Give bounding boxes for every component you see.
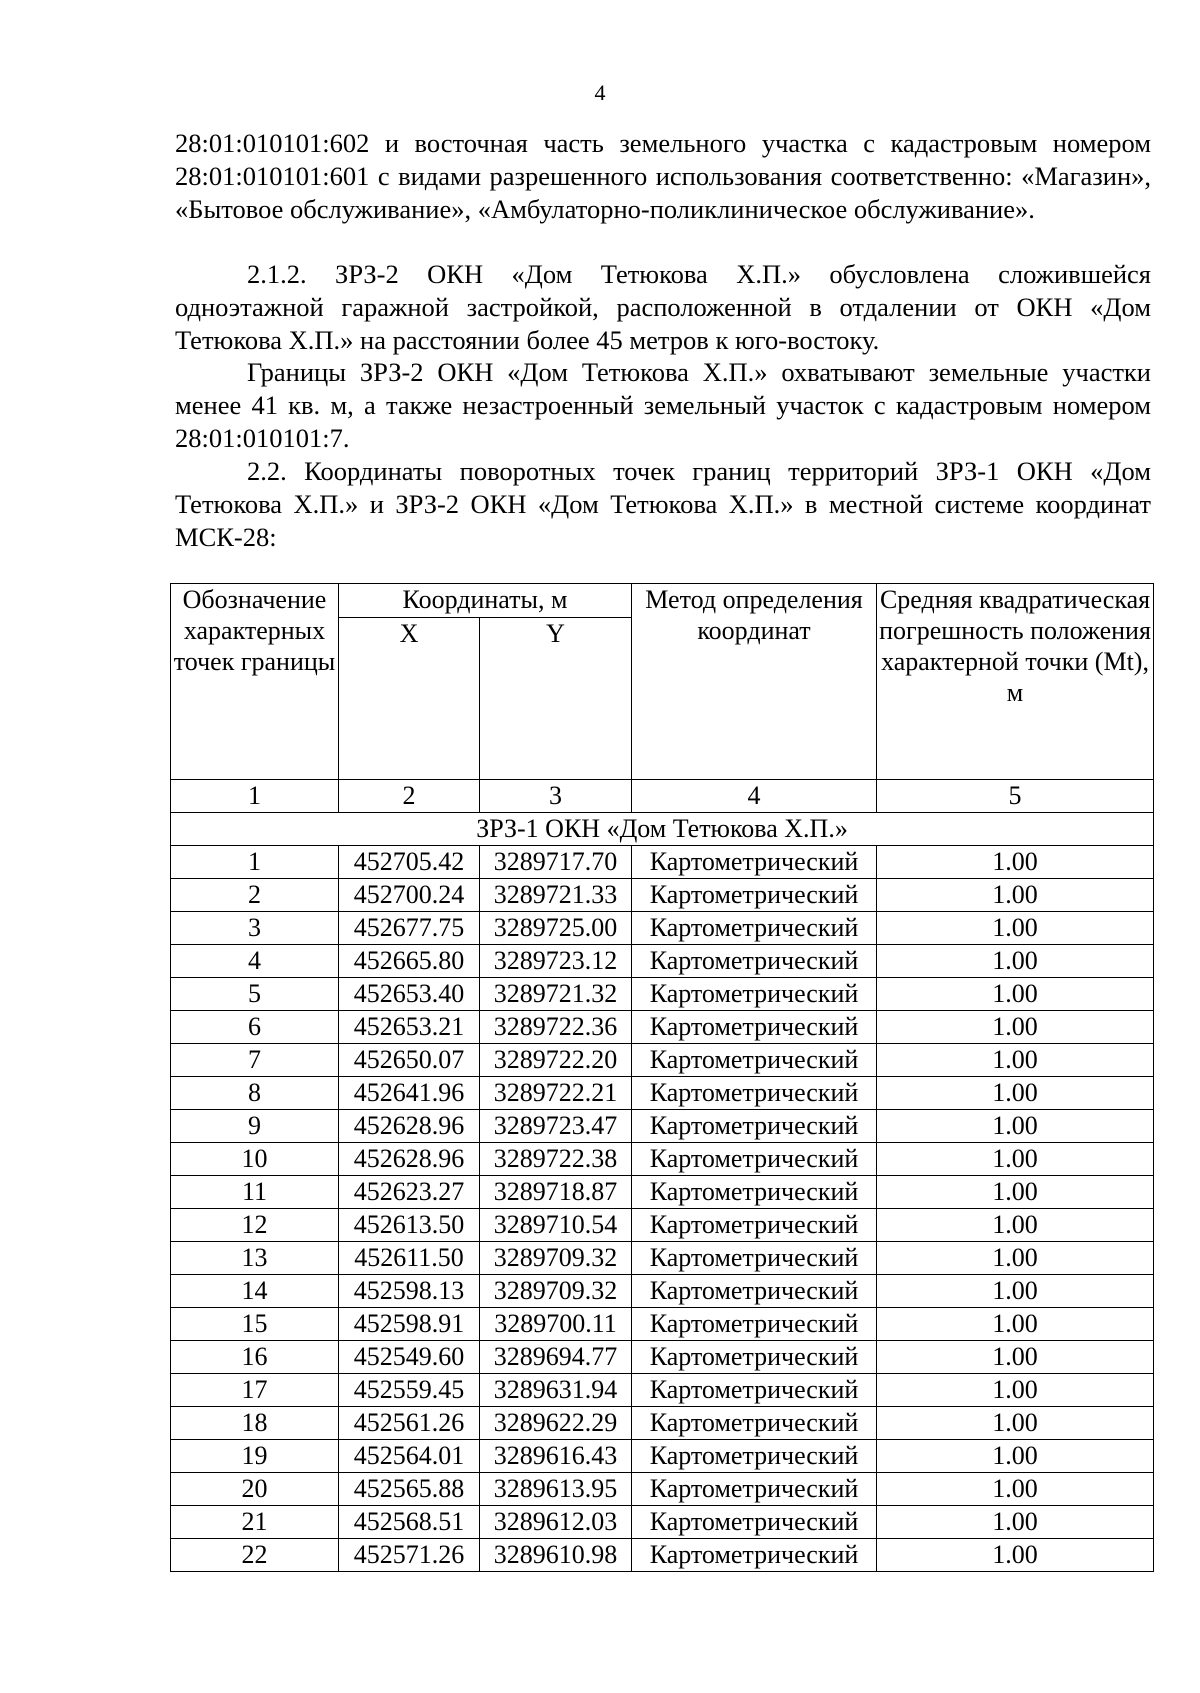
coord-x: 452571.26 (339, 1539, 480, 1572)
coord-y: 3289709.32 (480, 1275, 632, 1308)
coord-y: 3289710.54 (480, 1209, 632, 1242)
coord-x: 452565.88 (339, 1473, 480, 1506)
coordinates-table (170, 583, 1154, 1572)
coord-x: 452677.75 (339, 912, 480, 945)
method-cell: Картометрический (632, 1440, 877, 1473)
coord-x: 452628.96 (339, 1110, 480, 1143)
method-cell: Картометрический (632, 1176, 877, 1209)
table-row (171, 879, 1154, 912)
coord-x: 452561.26 (339, 1407, 480, 1440)
error-cell: 1.00 (877, 1209, 1154, 1242)
method-cell: Картометрический (632, 1275, 877, 1308)
error-cell: 1.00 (877, 1539, 1154, 1572)
point-number: 17 (171, 1374, 339, 1407)
coord-y: 3289612.03 (480, 1506, 632, 1539)
coord-x: 452700.24 (339, 879, 480, 912)
coord-x: 452598.13 (339, 1275, 480, 1308)
table-row (171, 1110, 1154, 1143)
error-cell: 1.00 (877, 1341, 1154, 1374)
table-row (171, 1209, 1154, 1242)
method-cell: Картометрический (632, 1374, 877, 1407)
table-row (171, 1341, 1154, 1374)
point-number: 19 (171, 1440, 339, 1473)
method-cell: Картометрический (632, 1407, 877, 1440)
method-cell: Картометрический (632, 1341, 877, 1374)
table-row (171, 1407, 1154, 1440)
coord-y: 3289613.95 (480, 1473, 632, 1506)
method-cell: Картометрический (632, 1209, 877, 1242)
coord-y: 3289694.77 (480, 1341, 632, 1374)
point-number: 3 (171, 912, 339, 945)
method-cell: Картометрический (632, 978, 877, 1011)
coord-x: 452568.51 (339, 1506, 480, 1539)
point-number: 9 (171, 1110, 339, 1143)
coord-y: 3289616.43 (480, 1440, 632, 1473)
coord-x: 452549.60 (339, 1341, 480, 1374)
section-title: ЗРЗ-1 ОКН «Дом Тетюкова Х.П.» (171, 813, 1154, 846)
column-number: 3 (480, 780, 632, 813)
coord-y: 3289722.36 (480, 1011, 632, 1044)
error-cell: 1.00 (877, 1011, 1154, 1044)
error-cell: 1.00 (877, 879, 1154, 912)
method-cell: Картометрический (632, 1044, 877, 1077)
point-number: 14 (171, 1275, 339, 1308)
error-cell: 1.00 (877, 1440, 1154, 1473)
point-number: 4 (171, 945, 339, 978)
coord-y: 3289718.87 (480, 1176, 632, 1209)
table-row (171, 1440, 1154, 1473)
table-row (171, 1077, 1154, 1110)
coord-x: 452613.50 (339, 1209, 480, 1242)
point-number: 10 (171, 1143, 339, 1176)
point-number: 7 (171, 1044, 339, 1077)
column-number: 2 (339, 780, 480, 813)
page-number: 4 (594, 80, 606, 105)
error-cell: 1.00 (877, 1044, 1154, 1077)
error-cell: 1.00 (877, 1275, 1154, 1308)
table-row (171, 1308, 1154, 1341)
point-number: 12 (171, 1209, 339, 1242)
coord-y: 3289717.70 (480, 846, 632, 879)
method-cell: Картометрический (632, 1011, 877, 1044)
table-row (171, 1473, 1154, 1506)
coord-x: 452559.45 (339, 1374, 480, 1407)
coord-x: 452705.42 (339, 846, 480, 879)
paragraph-text: 28:01:010101:602 и восточная часть земельного участка с кадастровым номером 28:01:010101:601 с видами разрешенного использования соответственно: «Магазин», «Бытовое обслуживание», «Амбулаторно-поликлиническое обслуживание». (175, 128, 1151, 224)
point-number: 15 (171, 1308, 339, 1341)
error-cell: 1.00 (877, 1110, 1154, 1143)
method-cell: Картометрический (632, 912, 877, 945)
paragraph-2-1-2 (175, 258, 1151, 357)
table-row (171, 846, 1154, 879)
point-number: 8 (171, 1077, 339, 1110)
paragraph-text: 2.1.2. ЗРЗ-2 ОКН «Дом Тетюкова Х.П.» обусловлена сложившейся одноэтажной гаражной застройкой, расположенной в отдалении от ОКН «Дом Тетюкова Х.П.» на расстоянии более 45 метров к юго-востоку. (175, 259, 1151, 355)
table-row (171, 1242, 1154, 1275)
header-method: Метод определения координат (632, 584, 877, 780)
coord-x: 452611.50 (339, 1242, 480, 1275)
header-coordinates: Координаты, м (339, 584, 632, 618)
table-row (171, 945, 1154, 978)
coord-y: 3289722.38 (480, 1143, 632, 1176)
coord-x: 452628.96 (339, 1143, 480, 1176)
method-cell: Картометрический (632, 1539, 877, 1572)
coord-y: 3289723.47 (480, 1110, 632, 1143)
coord-y: 3289709.32 (480, 1242, 632, 1275)
point-number: 6 (171, 1011, 339, 1044)
point-number: 22 (171, 1539, 339, 1572)
header-designation: Обозначение характерных точек границы (171, 584, 339, 780)
point-number: 16 (171, 1341, 339, 1374)
point-number: 21 (171, 1506, 339, 1539)
coord-x: 452653.40 (339, 978, 480, 1011)
header-y: Y (480, 618, 632, 780)
method-cell: Картометрический (632, 846, 877, 879)
table-row (171, 1506, 1154, 1539)
table-row (171, 1011, 1154, 1044)
error-cell: 1.00 (877, 978, 1154, 1011)
paragraph-zrz2-boundaries (175, 356, 1151, 455)
point-number: 20 (171, 1473, 339, 1506)
table-row (171, 1176, 1154, 1209)
paragraph-continuation (175, 127, 1151, 226)
error-cell: 1.00 (877, 1374, 1154, 1407)
point-number: 2 (171, 879, 339, 912)
table-row (171, 912, 1154, 945)
table-row (171, 1143, 1154, 1176)
coord-y: 3289721.32 (480, 978, 632, 1011)
coord-x: 452641.96 (339, 1077, 480, 1110)
error-cell: 1.00 (877, 1242, 1154, 1275)
paragraph-text: 2.2. Координаты поворотных точек границ территорий ЗРЗ-1 ОКН «Дом Тетюкова Х.П.» и ЗРЗ-2 ОКН «Дом Тетюкова Х.П.» в местной системе координат МСК-28: (175, 456, 1151, 552)
method-cell: Картометрический (632, 1308, 877, 1341)
paragraph-text: Границы ЗРЗ-2 ОКН «Дом Тетюкова Х.П.» охватывают земельные участки менее 41 кв. м, а также незастроенный земельный участок с кадастровым номером 28:01:010101:7. (175, 357, 1151, 453)
coord-x: 452623.27 (339, 1176, 480, 1209)
coord-x: 452653.21 (339, 1011, 480, 1044)
error-cell: 1.00 (877, 1407, 1154, 1440)
point-number: 5 (171, 978, 339, 1011)
header-x: X (339, 618, 480, 780)
point-number: 18 (171, 1407, 339, 1440)
method-cell: Картометрический (632, 1143, 877, 1176)
coord-y: 3289722.21 (480, 1077, 632, 1110)
error-cell: 1.00 (877, 945, 1154, 978)
coord-y: 3289610.98 (480, 1539, 632, 1572)
error-cell: 1.00 (877, 1308, 1154, 1341)
point-number: 1 (171, 846, 339, 879)
method-cell: Картометрический (632, 1110, 877, 1143)
method-cell: Картометрический (632, 879, 877, 912)
coord-y: 3289725.00 (480, 912, 632, 945)
column-number: 5 (877, 780, 1154, 813)
paragraph-2-2 (175, 455, 1151, 554)
error-cell: 1.00 (877, 846, 1154, 879)
point-number: 13 (171, 1242, 339, 1275)
column-number-row (171, 780, 1154, 813)
method-cell: Картометрический (632, 945, 877, 978)
column-number: 4 (632, 780, 877, 813)
coord-y: 3289631.94 (480, 1374, 632, 1407)
method-cell: Картометрический (632, 1506, 877, 1539)
error-cell: 1.00 (877, 912, 1154, 945)
coord-y: 3289723.12 (480, 945, 632, 978)
coord-x: 452650.07 (339, 1044, 480, 1077)
point-number: 11 (171, 1176, 339, 1209)
coord-y: 3289700.11 (480, 1308, 632, 1341)
error-cell: 1.00 (877, 1077, 1154, 1110)
method-cell: Картометрический (632, 1242, 877, 1275)
coord-x: 452598.91 (339, 1308, 480, 1341)
coord-y: 3289721.33 (480, 879, 632, 912)
error-cell: 1.00 (877, 1176, 1154, 1209)
table-row (171, 1539, 1154, 1572)
error-cell: 1.00 (877, 1473, 1154, 1506)
section-row (171, 813, 1154, 846)
table-row (171, 1044, 1154, 1077)
coord-y: 3289722.20 (480, 1044, 632, 1077)
table-row (171, 1275, 1154, 1308)
coord-x: 452665.80 (339, 945, 480, 978)
error-cell: 1.00 (877, 1506, 1154, 1539)
method-cell: Картометрический (632, 1077, 877, 1110)
column-number: 1 (171, 780, 339, 813)
table-row (171, 978, 1154, 1011)
method-cell: Картометрический (632, 1473, 877, 1506)
table-row (171, 1374, 1154, 1407)
header-error: Средняя квадратическая погрешность положения характерной точки (Mt), м (877, 584, 1154, 780)
error-cell: 1.00 (877, 1143, 1154, 1176)
coord-x: 452564.01 (339, 1440, 480, 1473)
coord-y: 3289622.29 (480, 1407, 632, 1440)
